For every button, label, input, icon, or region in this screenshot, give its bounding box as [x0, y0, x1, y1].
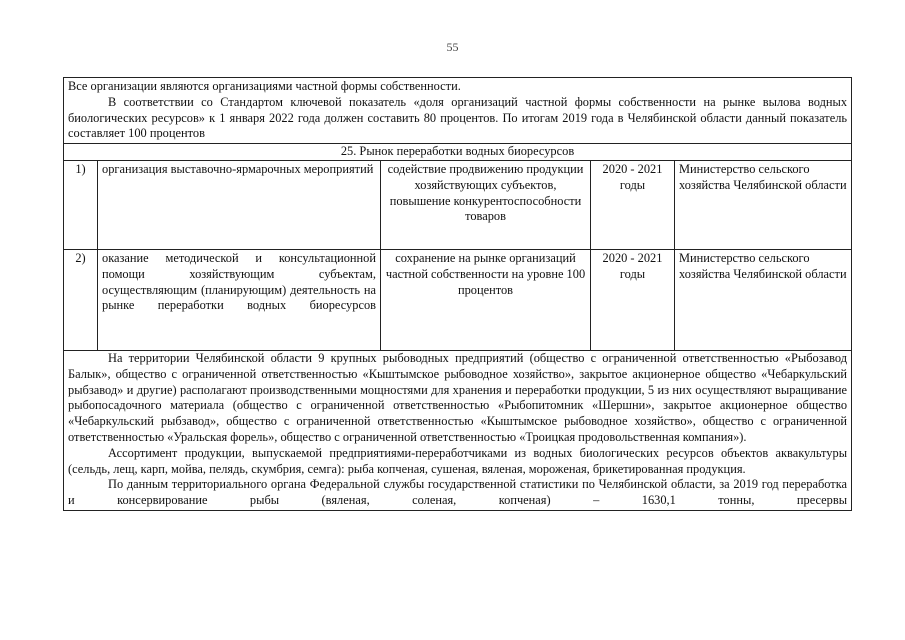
text-cell [64, 350, 852, 510]
row-event: организация выставочно-ярмарочных мероприятий [98, 160, 381, 249]
body-paragraph: На территории Челябинской области 9 крупных рыбоводных предприятий (общество с ограниченной ответственностью «Рыбозавод Балык», общество с ограниченной ответственностью «Кыштымское рыбоводное хозяйство», закрытое акционерное общество «Чебаркульский рыбзавод» и другие) располагают производственными мощностями для хранения и переработки продукции, 5 из них осуществляют выращивание рыбопосадочного материала (общество с ограниченной ответственностью «Рыбопитомник «Шершни», закрытое акционерное общество «Чебаркульский рыбзавод», общество с ограниченной ответственностью «Кыштымское рыбоводное хозяйство», общество с ограниченной ответственностью «Уральская форель», общество с ограниченной ответственностью «Троицкая продовольственная компания»). [68, 350, 848, 444]
body-paragraph: Ассортимент продукции, выпускаемой предприятиями-переработчиками из водных биологических ресурсов объектов аквакультуры (сельдь, лещ, карп, мойва, пелядь, скумбрия, семга): рыба копченая, сушеная, вяленая, мороженая, брикетированная продукция. [68, 445, 848, 476]
section-title-row [64, 144, 852, 161]
row-event: оказание методической и консультационной помощи хозяйствующим субъектам, осуществляющим (планирующим) деятельность на рынке переработки водных биоресурсов [98, 249, 381, 350]
row-period: 2020 - 2021 годы [591, 249, 675, 350]
text-row [64, 350, 852, 510]
intro-cell [64, 78, 852, 144]
intro-line: Все организации являются организациями частной формы собственности. [68, 79, 461, 93]
intro-row [64, 78, 852, 144]
row-executor: Министерство сельского хозяйства Челябинской области [675, 160, 852, 249]
row-number: 2) [64, 249, 98, 350]
table-row [64, 249, 852, 350]
page-number: 55 [446, 40, 459, 54]
row-period: 2020 - 2021 годы [591, 160, 675, 249]
row-number: 1) [64, 160, 98, 249]
row-executor: Министерство сельского хозяйства Челябинской области [675, 249, 852, 350]
section-title: 25. Рынок переработки водных биоресурсов [64, 144, 852, 161]
row-result: сохранение на рынке организаций частной собственности на уровне 100 процентов [381, 249, 591, 350]
table-row [64, 160, 852, 249]
row-result: содействие продвижению продукции хозяйствующих субъектов, повышение конкурентоспособности товаров [381, 160, 591, 249]
body-paragraph: По данным территориального органа Федеральной службы государственной статистики по Челябинской области, за 2019 год переработка и консервирование рыбы (вяленая, соленая, копченая) – 1630,1 тонны, пресервы [68, 477, 848, 508]
intro-paragraph: В соответствии со Стандартом ключевой показатель «доля организаций частной формы собственности на рынке вылова водных биологических ресурсов» к 1 января 2022 года должен составить 80 процентов. По итогам 2019 года в Челябинской области данный показатель составляет 100 процентов [68, 94, 848, 141]
document-table [63, 77, 852, 511]
